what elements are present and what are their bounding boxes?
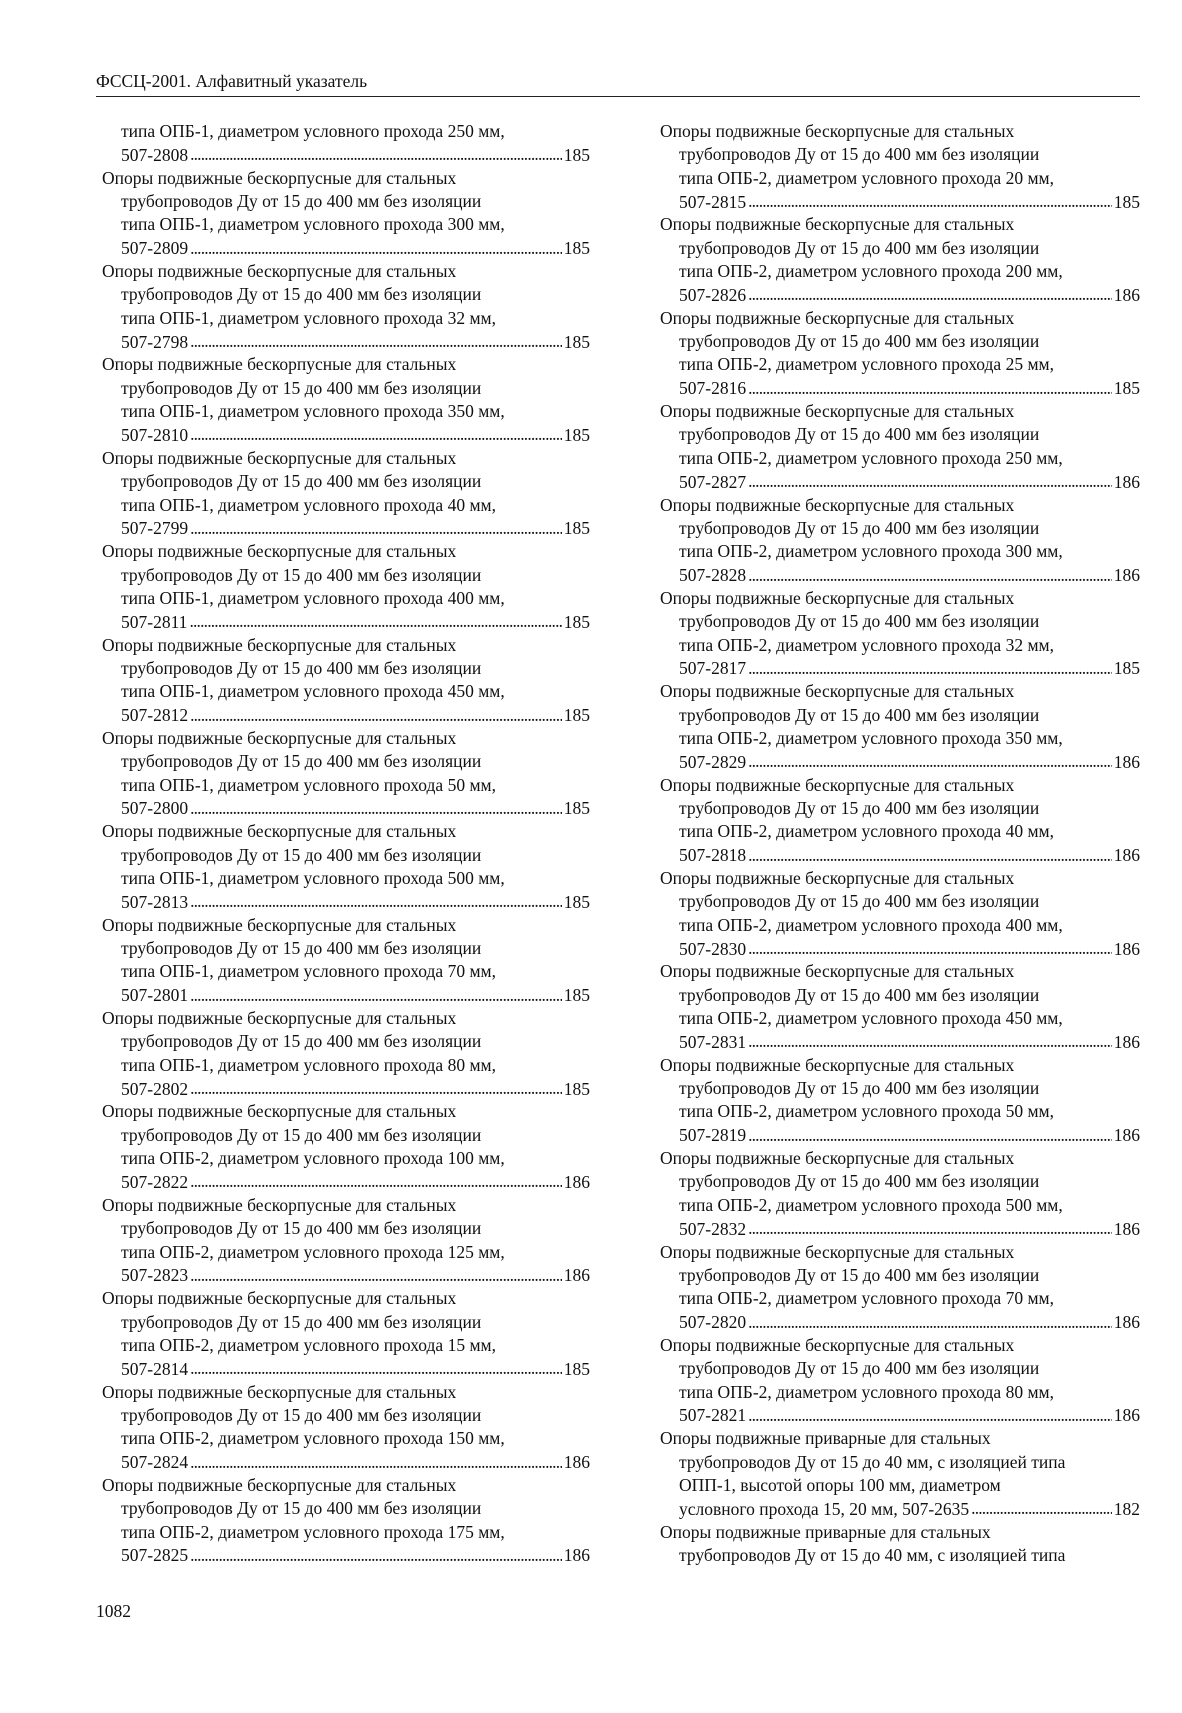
entry-reference-line <box>660 844 1140 867</box>
entry-text-line: трубопроводов Ду от 15 до 400 мм без изоляции <box>121 844 482 865</box>
entry-text-line: Опоры подвижные бескорпусные для стальных <box>102 447 457 468</box>
entry-reference-line <box>660 1497 1140 1520</box>
page-number: 1082 <box>96 1601 131 1621</box>
dot-leader <box>748 1311 1112 1329</box>
entry-text-line: Опоры подвижные бескорпусные для стальных <box>102 1381 457 1402</box>
entry-text-line: типа ОПБ-2, диаметром условного прохода 250 мм, <box>679 447 1063 468</box>
entry-page-ref: 186 <box>1113 471 1140 492</box>
entry-text-line: типа ОПБ-2, диаметром условного прохода 80 мм, <box>679 1381 1054 1402</box>
entry-text-line: Опоры подвижные приварные для стальных <box>660 1428 991 1449</box>
dot-leader <box>748 1124 1112 1142</box>
entry-code: 507-2800 <box>121 798 189 819</box>
entry-text-line: типа ОПБ-1, диаметром условного прохода 500 мм, <box>121 868 505 888</box>
entry-text-line: Опоры подвижные бескорпусные для стальных <box>660 401 1015 422</box>
entry-reference-line <box>102 890 590 913</box>
index-entry <box>660 1241 1140 1334</box>
running-title: ФССЦ-2001. Алфавитный указатель <box>96 71 368 91</box>
entry-code: 507-2830 <box>679 938 747 959</box>
index-entry <box>102 167 590 260</box>
entry-code: 507-2809 <box>121 238 189 259</box>
entry-text-line: Опоры подвижные бескорпусные для стальных <box>660 774 1015 795</box>
entry-text-line: трубопроводов Ду от 15 до 400 мм без изоляции <box>121 1031 482 1052</box>
entry-code: 507-2810 <box>121 424 189 445</box>
index-entry <box>102 260 590 353</box>
index-entry <box>660 494 1140 587</box>
dot-leader <box>190 1170 562 1188</box>
entry-page-ref: 186 <box>1113 1405 1140 1426</box>
entry-reference-line <box>660 1030 1140 1053</box>
entry-text-line: типа ОПБ-2, диаметром условного прохода 50 мм, <box>679 1101 1054 1122</box>
entry-code: 507-2798 <box>121 331 189 352</box>
entry-text-line: типа ОПБ-2, диаметром условного прохода 32 мм, <box>679 634 1054 655</box>
entry-text-line: Опоры подвижные бескорпусные для стальных <box>660 214 1015 235</box>
entry-text-line: трубопроводов Ду от 15 до 400 мм без изоляции <box>679 424 1040 445</box>
entry-text-line: типа ОПБ-2, диаметром условного прохода 15 мм, <box>121 1334 496 1355</box>
entry-text-line: типа ОПБ-1, диаметром условного прохода 300 мм, <box>121 214 505 235</box>
entry-page-ref: 186 <box>1113 1218 1140 1239</box>
entry-page-ref: 185 <box>563 424 590 445</box>
entry-reference-line <box>102 1544 590 1567</box>
entry-text-line: Опоры подвижные бескорпусные для стальных <box>660 1241 1015 1262</box>
entry-text-line: Опоры подвижные бескорпусные для стальных <box>102 1101 457 1122</box>
entry-page-ref: 186 <box>563 1545 590 1566</box>
entry-reference-line <box>660 657 1140 680</box>
entry-text-line: типа ОПБ-2, диаметром условного прохода 500 мм, <box>679 1194 1063 1215</box>
entry-text-line: типа ОПБ-1, диаметром условного прохода 40 мм, <box>121 494 496 515</box>
entry-text-line: Опоры подвижные бескорпусные для стальных <box>660 868 1015 888</box>
entry-page-ref: 185 <box>563 611 590 632</box>
index-column-right <box>660 120 1140 1567</box>
entry-text-line: Опоры подвижные бескорпусные для стальных <box>660 1334 1015 1355</box>
entry-text-line: трубопроводов Ду от 15 до 400 мм без изоляции <box>121 1498 482 1519</box>
dot-leader <box>748 470 1112 488</box>
entry-code: 507-2822 <box>121 1171 189 1192</box>
index-entry <box>660 213 1140 306</box>
entry-code: 507-2802 <box>121 1078 189 1099</box>
entry-text-line: типа ОПБ-1, диаметром условного прохода 80 мм, <box>121 1054 496 1075</box>
entry-text-line: трубопроводов Ду от 15 до 400 мм без изоляции <box>121 1124 482 1145</box>
entry-reference-line <box>102 797 590 820</box>
entry-text-line: типа ОПБ-1, диаметром условного прохода 32 мм, <box>121 307 496 328</box>
entry-page-ref: 186 <box>1113 1125 1140 1146</box>
entry-text-line: типа ОПБ-2, диаметром условного прохода 450 мм, <box>679 1008 1063 1029</box>
entry-page-ref: 186 <box>1113 1312 1140 1333</box>
entry-page-ref: 182 <box>1113 1498 1140 1519</box>
entry-code: 507-2799 <box>121 518 189 539</box>
entry-page-ref: 186 <box>1113 938 1140 959</box>
entry-code: 507-2811 <box>121 611 188 632</box>
entry-reference-line <box>102 237 590 260</box>
entry-text-line: трубопроводов Ду от 15 до 400 мм без изоляции <box>679 1264 1040 1285</box>
dot-leader <box>748 937 1112 955</box>
entry-text-line: типа ОПБ-2, диаметром условного прохода 400 мм, <box>679 914 1063 935</box>
entry-text-line: типа ОПБ-1, диаметром условного прохода 350 мм, <box>121 401 505 422</box>
entry-code: 507-2828 <box>679 565 747 586</box>
dot-leader <box>190 1451 562 1469</box>
dot-leader <box>748 844 1112 862</box>
index-column-left <box>102 120 590 1567</box>
index-entry <box>102 1381 590 1474</box>
entry-text-line: Опоры подвижные бескорпусные для стальных <box>660 587 1015 608</box>
entry-text-line: Опоры подвижные бескорпусные для стальных <box>102 914 457 935</box>
entry-text-line: трубопроводов Ду от 15 до 400 мм без изоляции <box>679 144 1040 165</box>
entry-text-line: трубопроводов Ду от 15 до 40 мм, с изоляцией типа <box>679 1544 1066 1565</box>
dot-leader <box>190 517 562 535</box>
entry-text-line: Опоры подвижные бескорпусные для стальных <box>102 634 457 655</box>
entry-text-line: Опоры подвижные бескорпусные для стальных <box>102 1288 457 1309</box>
entry-text-line: Опоры подвижные бескорпусные для стальных <box>660 1148 1015 1169</box>
entry-reference-line <box>102 984 590 1007</box>
entry-text-line: трубопроводов Ду от 15 до 400 мм без изоляции <box>679 1171 1040 1192</box>
index-entry <box>660 1427 1140 1520</box>
entry-text-line: трубопроводов Ду от 15 до 400 мм без изоляции <box>679 517 1040 538</box>
entry-code: 507-2820 <box>679 1312 747 1333</box>
index-entry <box>660 1147 1140 1240</box>
entry-text-line: типа ОПБ-2, диаметром условного прохода 25 мм, <box>679 354 1054 375</box>
entry-reference-line <box>102 1451 590 1474</box>
index-entry <box>102 1287 590 1380</box>
entry-text-line: типа ОПБ-2, диаметром условного прохода 175 мм, <box>121 1521 505 1542</box>
entry-code: 507-2823 <box>121 1265 189 1286</box>
index-entry <box>660 120 1140 213</box>
index-entry <box>102 727 590 820</box>
entry-page-ref: 185 <box>1113 378 1140 399</box>
entry-text-line: трубопроводов Ду от 15 до 400 мм без изоляции <box>679 797 1040 818</box>
entry-text-line: трубопроводов Ду от 15 до 400 мм без изоляции <box>679 984 1040 1005</box>
entry-text-line: Опоры подвижные бескорпусные для стальных <box>660 307 1015 328</box>
entry-page-ref: 186 <box>563 1265 590 1286</box>
entry-text-line: типа ОПБ-2, диаметром условного прохода 200 мм, <box>679 261 1063 282</box>
entry-code: 507-2801 <box>121 985 189 1006</box>
entry-page-ref: 186 <box>1113 751 1140 772</box>
entry-text-line: типа ОПБ-2, диаметром условного прохода 125 мм, <box>121 1241 505 1262</box>
entry-text-line: типа ОПБ-2, диаметром условного прохода 150 мм, <box>121 1428 505 1449</box>
entry-text-line: трубопроводов Ду от 15 до 400 мм без изоляции <box>121 938 482 959</box>
index-entry <box>102 120 590 167</box>
dot-leader <box>190 1357 562 1375</box>
entry-text-line: типа ОПБ-2, диаметром условного прохода 20 мм, <box>679 167 1054 188</box>
entry-code: 507-2812 <box>121 705 189 726</box>
entry-reference-line <box>660 470 1140 493</box>
entry-text-line: типа ОПБ-2, диаметром условного прохода 70 мм, <box>679 1288 1054 1309</box>
entry-reference-line <box>102 517 590 540</box>
index-entry <box>102 447 590 540</box>
entry-reference-line <box>102 1077 590 1100</box>
entry-text-line: Опоры подвижные бескорпусные для стальных <box>660 121 1015 141</box>
entry-text-line: типа ОПБ-1, диаметром условного прохода 250 мм, <box>121 121 505 141</box>
entry-text-line: Опоры подвижные бескорпусные для стальных <box>660 681 1015 702</box>
entry-text-line: Опоры подвижные бескорпусные для стальных <box>102 821 457 842</box>
entry-code: 507-2824 <box>121 1452 189 1473</box>
entry-page-ref: 185 <box>1113 191 1140 212</box>
entry-code: 507-2825 <box>121 1545 189 1566</box>
entry-page-ref: 186 <box>1113 845 1140 866</box>
entry-reference-line <box>660 1217 1140 1240</box>
entry-code: 507-2818 <box>679 845 747 866</box>
entry-page-ref: 185 <box>563 238 590 259</box>
entry-reference-line <box>102 704 590 727</box>
entry-text-line: трубопроводов Ду от 15 до 400 мм без изоляции <box>679 1078 1040 1099</box>
dot-leader <box>190 1077 562 1095</box>
entry-page-ref: 186 <box>563 1171 590 1192</box>
entry-reference-line <box>102 1170 590 1193</box>
dot-leader <box>190 1264 562 1282</box>
index-entry <box>660 680 1140 773</box>
entry-code: 507-2832 <box>679 1218 747 1239</box>
entry-reference-line <box>660 377 1140 400</box>
entry-text-line: Опоры подвижные бескорпусные для стальных <box>102 1008 457 1029</box>
entry-page-ref: 185 <box>563 331 590 352</box>
entry-text-line: типа ОПБ-1, диаметром условного прохода 400 мм, <box>121 587 505 608</box>
entry-text-line: трубопроводов Ду от 15 до 400 мм без изоляции <box>121 1311 482 1332</box>
entry-text-line: типа ОПБ-1, диаметром условного прохода 50 мм, <box>121 774 496 795</box>
entry-code: 507-2819 <box>679 1125 747 1146</box>
index-entry <box>660 587 1140 680</box>
entry-reference-line <box>660 190 1140 213</box>
entry-code: условного прохода 15, 20 мм, 507-2635 <box>679 1498 970 1519</box>
entry-code: 507-2813 <box>121 891 189 912</box>
dot-leader <box>189 610 561 628</box>
entry-text-line: типа ОПБ-2, диаметром условного прохода 350 мм, <box>679 727 1063 748</box>
index-entry <box>660 1334 1140 1427</box>
entry-page-ref: 185 <box>563 985 590 1006</box>
entry-text-line: трубопроводов Ду от 15 до 400 мм без изоляции <box>121 1218 482 1239</box>
index-entry <box>102 1100 590 1193</box>
entry-code: 507-2815 <box>679 191 747 212</box>
dot-leader <box>190 330 562 348</box>
index-entry <box>102 634 590 727</box>
entry-page-ref: 185 <box>563 891 590 912</box>
entry-text-line: Опоры подвижные бескорпусные для стальных <box>660 961 1015 982</box>
entry-text-line: трубопроводов Ду от 15 до 400 мм без изоляции <box>679 331 1040 352</box>
entry-page-ref: 185 <box>563 144 590 165</box>
entry-page-ref: 185 <box>1113 658 1140 679</box>
entry-text-line: типа ОПБ-2, диаметром условного прохода 40 мм, <box>679 821 1054 842</box>
dot-leader <box>748 564 1112 582</box>
entry-text-line: Опоры подвижные бескорпусные для стальных <box>102 1474 457 1495</box>
entry-code: 507-2829 <box>679 751 747 772</box>
entry-text-line: Опоры подвижные приварные для стальных <box>660 1521 991 1542</box>
dot-leader <box>748 1217 1112 1235</box>
index-entry <box>660 400 1140 493</box>
entry-text-line: трубопроводов Ду от 15 до 400 мм без изоляции <box>121 471 482 492</box>
entry-text-line: трубопроводов Ду от 15 до 400 мм без изоляции <box>121 1404 482 1425</box>
entry-page-ref: 186 <box>1113 284 1140 305</box>
entry-reference-line <box>102 1357 590 1380</box>
entry-reference-line <box>102 423 590 446</box>
entry-code: 507-2821 <box>679 1405 747 1426</box>
entry-page-ref: 186 <box>1113 1031 1140 1052</box>
entry-text-line: Опоры подвижные бескорпусные для стальных <box>102 261 457 282</box>
entry-reference-line <box>102 143 590 166</box>
entry-code: 507-2826 <box>679 284 747 305</box>
entry-page-ref: 185 <box>563 705 590 726</box>
index-entry <box>102 914 590 1007</box>
entry-text-line: типа ОПБ-1, диаметром условного прохода 70 мм, <box>121 961 496 982</box>
index-entry <box>102 1194 590 1287</box>
index-entry <box>660 1521 1140 1568</box>
dot-leader <box>190 797 562 815</box>
entry-text-line: трубопроводов Ду от 15 до 400 мм без изоляции <box>121 284 482 305</box>
dot-leader <box>748 377 1112 395</box>
dot-leader <box>190 890 562 908</box>
dot-leader <box>190 984 562 1002</box>
entry-text-line: типа ОПБ-1, диаметром условного прохода 450 мм, <box>121 681 505 702</box>
dot-leader <box>748 1030 1112 1048</box>
index-entry <box>660 960 1140 1053</box>
index-entry <box>660 867 1140 960</box>
entry-page-ref: 185 <box>563 518 590 539</box>
entry-text-line: Опоры подвижные бескорпусные для стальных <box>660 1054 1015 1075</box>
dot-leader <box>748 657 1112 675</box>
entry-page-ref: 185 <box>563 798 590 819</box>
entry-page-ref: 185 <box>563 1358 590 1379</box>
entry-reference-line <box>660 1311 1140 1334</box>
dot-leader <box>748 283 1112 301</box>
dot-leader <box>190 143 562 161</box>
entry-text-line: ОПП-1, высотой опоры 100 мм, диаметром <box>679 1474 1001 1495</box>
entry-text-line: трубопроводов Ду от 15 до 400 мм без изоляции <box>121 564 482 585</box>
entry-text-line: трубопроводов Ду от 15 до 400 мм без изоляции <box>121 191 482 212</box>
entry-code: 507-2831 <box>679 1031 747 1052</box>
entry-code: 507-2814 <box>121 1358 189 1379</box>
entry-text-line: Опоры подвижные бескорпусные для стальных <box>102 354 457 375</box>
entry-reference-line <box>660 564 1140 587</box>
index-entry <box>102 1007 590 1100</box>
index-entry <box>660 1054 1140 1147</box>
entry-reference-line <box>660 1124 1140 1147</box>
index-entry <box>102 353 590 446</box>
index-entry <box>102 540 590 633</box>
entry-reference-line <box>660 937 1140 960</box>
entry-text-line: Опоры подвижные бескорпусные для стальных <box>102 727 457 748</box>
entry-page-ref: 185 <box>563 1078 590 1099</box>
entry-text-line: трубопроводов Ду от 15 до 400 мм без изоляции <box>679 891 1040 912</box>
dot-leader <box>190 237 562 255</box>
index-entry <box>102 820 590 913</box>
dot-leader <box>190 704 562 722</box>
dot-leader <box>190 423 562 441</box>
entry-page-ref: 186 <box>1113 565 1140 586</box>
entry-text-line: Опоры подвижные бескорпусные для стальных <box>102 167 457 188</box>
dot-leader <box>748 750 1112 768</box>
entry-text-line: трубопроводов Ду от 15 до 400 мм без изоляции <box>679 237 1040 258</box>
entry-text-line: трубопроводов Ду от 15 до 400 мм без изоляции <box>679 704 1040 725</box>
dot-leader <box>748 190 1112 208</box>
dot-leader <box>190 1544 562 1562</box>
entry-text-line: трубопроводов Ду от 15 до 40 мм, с изоляцией типа <box>679 1451 1066 1472</box>
entry-reference-line <box>102 610 590 633</box>
entry-text-line: Опоры подвижные бескорпусные для стальных <box>102 541 457 562</box>
entry-reference-line <box>102 1264 590 1287</box>
index-entry <box>102 1474 590 1567</box>
entry-code: 507-2808 <box>121 144 189 165</box>
entry-text-line: трубопроводов Ду от 15 до 400 мм без изоляции <box>679 1358 1040 1379</box>
entry-text-line: трубопроводов Ду от 15 до 400 мм без изоляции <box>679 611 1040 632</box>
entry-text-line: типа ОПБ-2, диаметром условного прохода 300 мм, <box>679 541 1063 562</box>
entry-reference-line <box>660 1404 1140 1427</box>
entry-text-line: Опоры подвижные бескорпусные для стальных <box>102 1194 457 1215</box>
entry-reference-line <box>660 750 1140 773</box>
page-header <box>96 70 1140 97</box>
entry-text-line: трубопроводов Ду от 15 до 400 мм без изоляции <box>121 751 482 772</box>
entry-code: 507-2817 <box>679 658 747 679</box>
entry-code: 507-2816 <box>679 378 747 399</box>
dot-leader <box>748 1404 1112 1422</box>
entry-text-line: трубопроводов Ду от 15 до 400 мм без изоляции <box>121 657 482 678</box>
entry-text-line: Опоры подвижные бескорпусные для стальных <box>660 494 1015 515</box>
dot-leader <box>971 1497 1112 1515</box>
entry-text-line: типа ОПБ-2, диаметром условного прохода 100 мм, <box>121 1148 505 1169</box>
entry-reference-line <box>660 283 1140 306</box>
entry-page-ref: 186 <box>563 1452 590 1473</box>
index-entry <box>660 774 1140 867</box>
entry-text-line: трубопроводов Ду от 15 до 400 мм без изоляции <box>121 377 482 398</box>
entry-reference-line <box>102 330 590 353</box>
entry-code: 507-2827 <box>679 471 747 492</box>
index-entry <box>660 307 1140 400</box>
